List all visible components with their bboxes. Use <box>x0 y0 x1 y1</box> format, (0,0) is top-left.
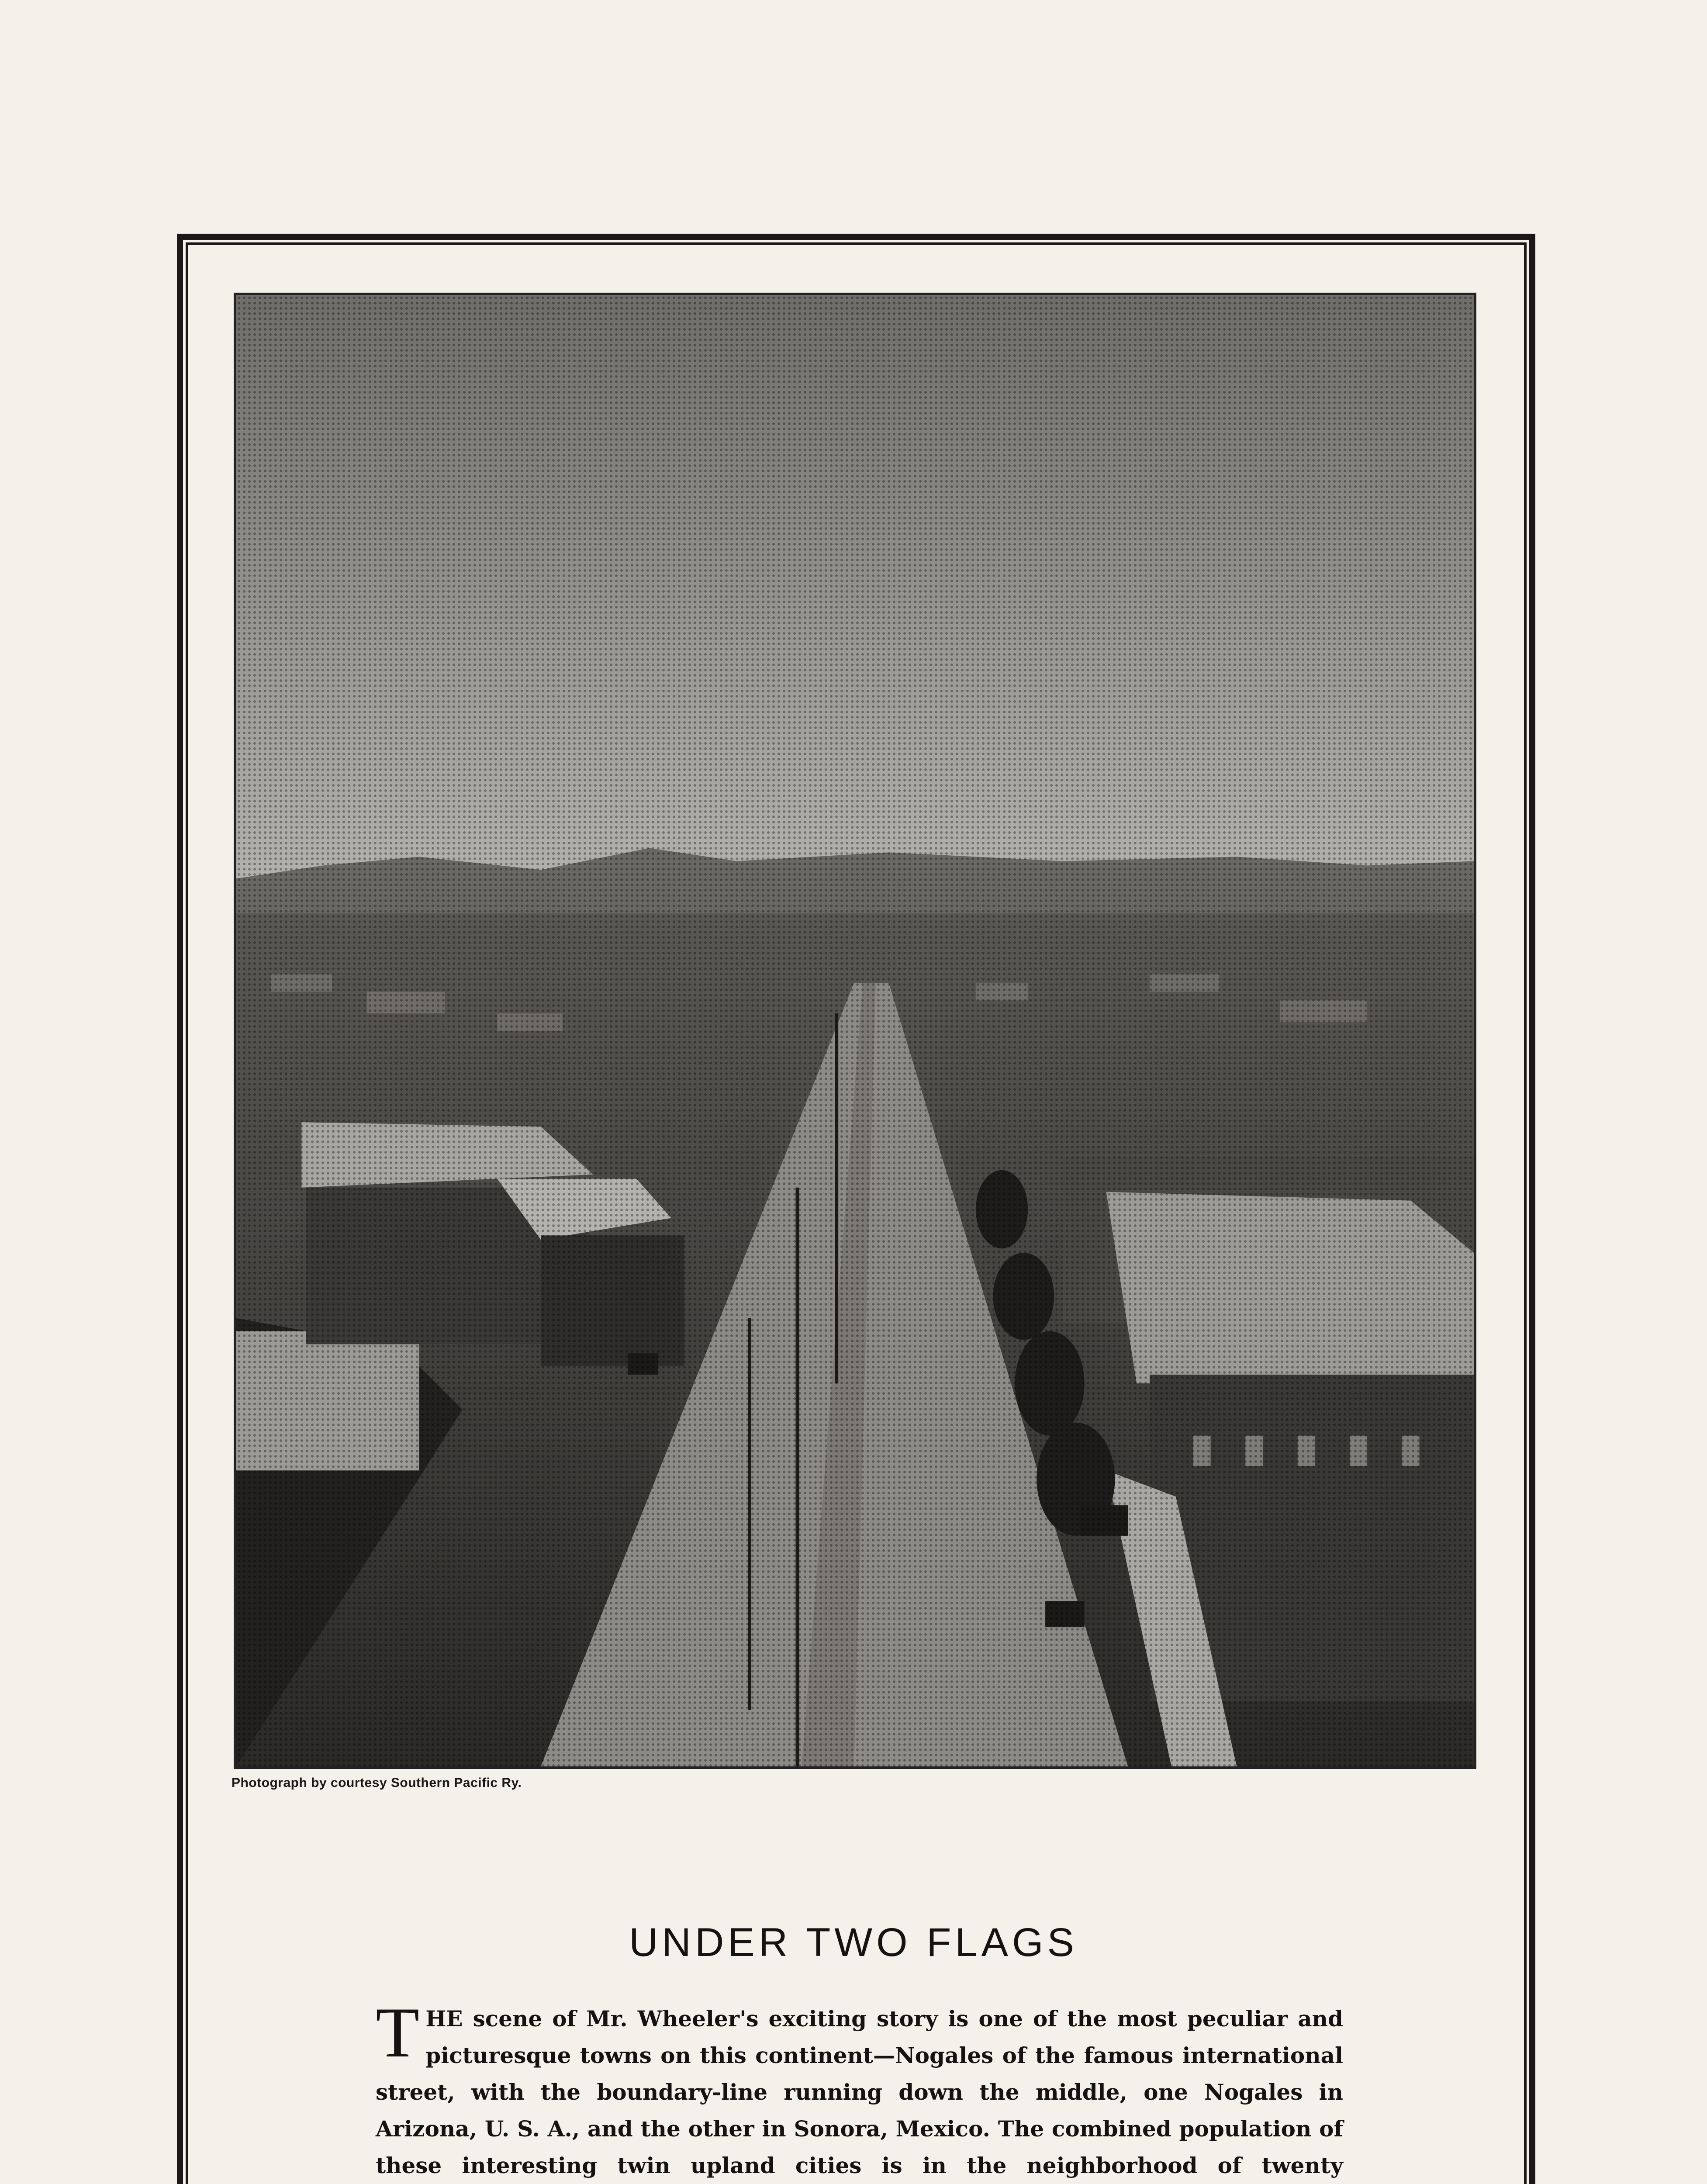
photo-credit: Photograph by courtesy Southern Pacific Ry. <box>232 1776 522 1790</box>
article-body <box>376 1993 1343 2184</box>
town-street-photograph <box>234 293 1476 1769</box>
drop-cap: T <box>376 1993 420 2072</box>
article-title: UNDER TWO FLAGS <box>629 1920 1078 1965</box>
article-body-text: HE scene of Mr. Wheeler's exciting story is one of the most peculiar and picturesque towns on this continent—Nogales of the famous international street, with the boundary-line running down the middle, one Nogales in Arizona, U. S. A., and the other in Sonora, Mexico. The combined population of these interesting twin upland cities is in the neighborhood of twenty <box>376 2006 1343 2178</box>
photograph-image <box>236 295 1474 1766</box>
